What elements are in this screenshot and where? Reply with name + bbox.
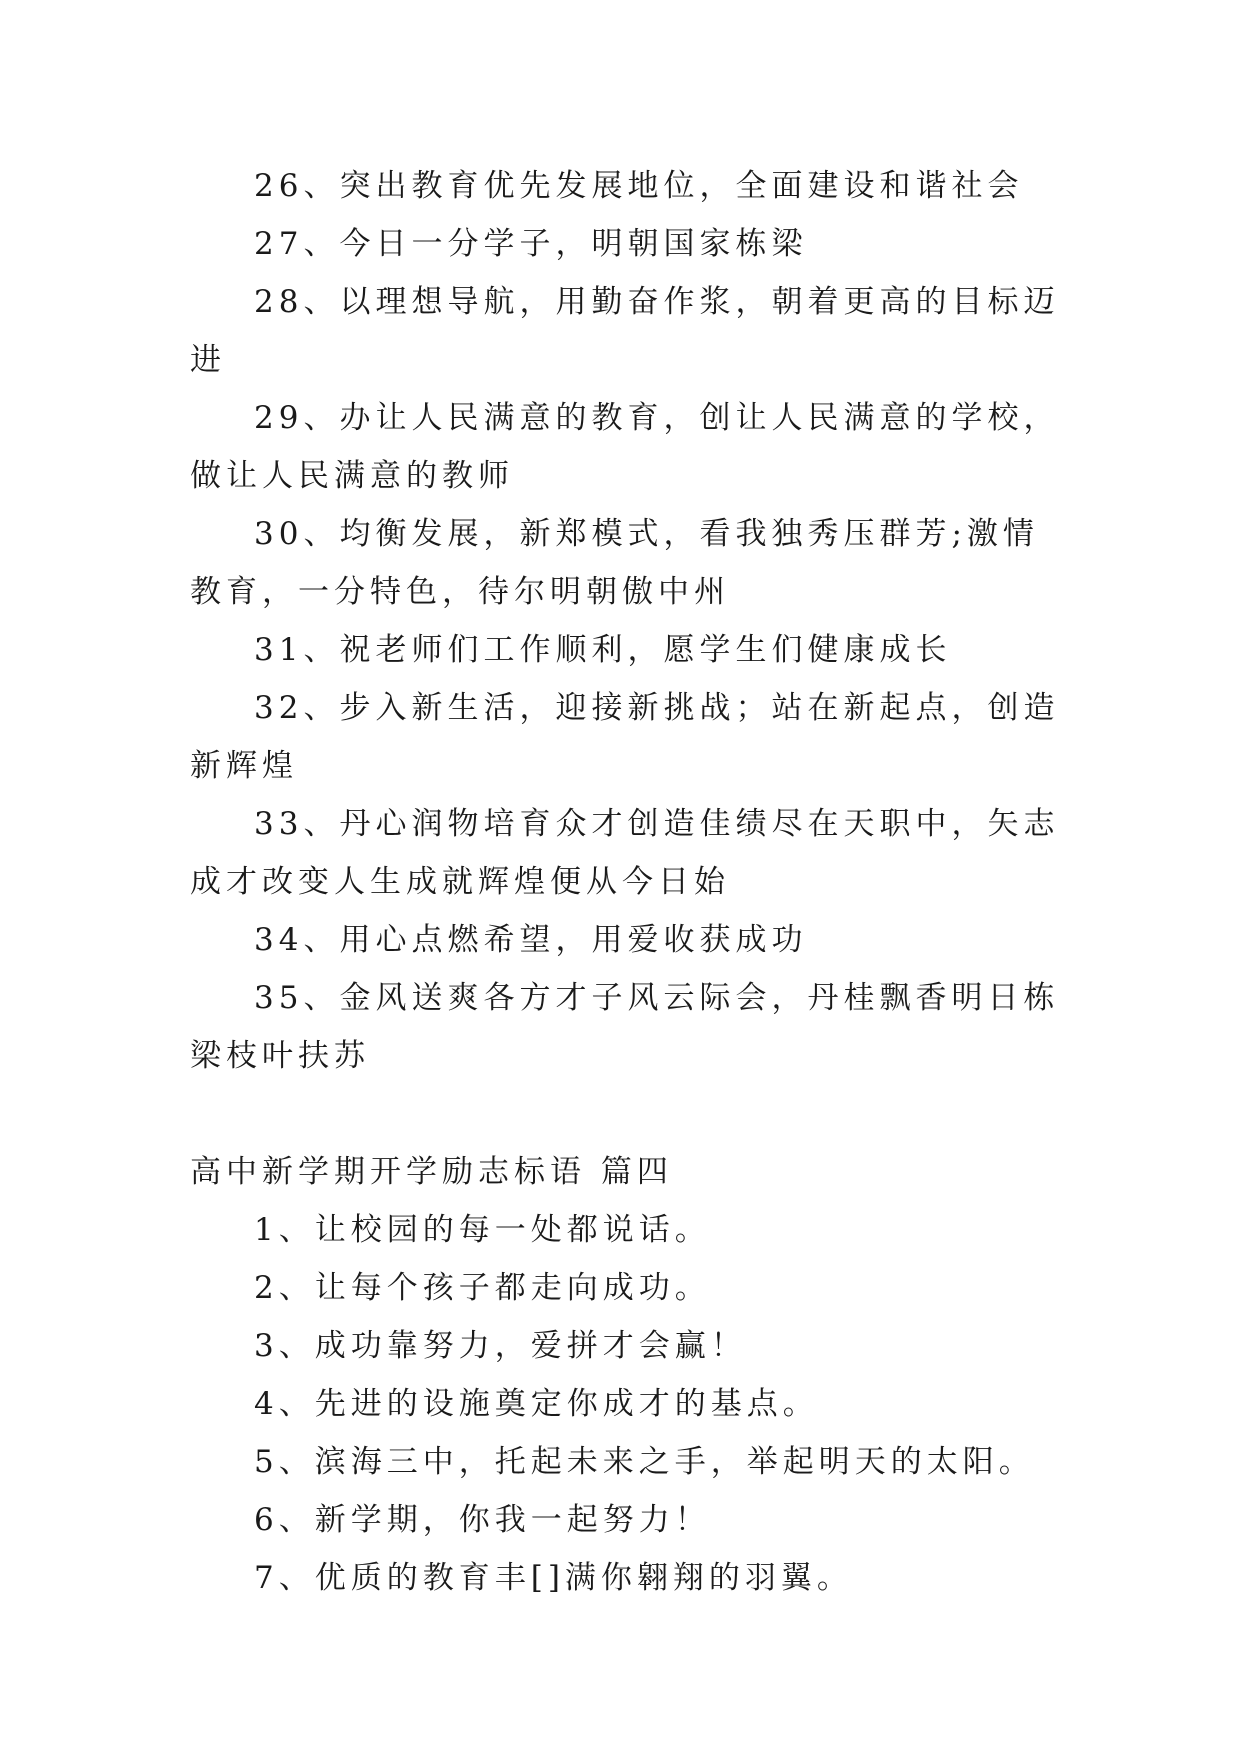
- slogan-item-33: 33、丹心润物培育众才创造佳绩尽在天职中，矢志成才改变人生成就辉煌便从今日始: [190, 806, 1060, 900]
- slogan-item-6: 6、新学期，你我一起努力！: [254, 1502, 711, 1538]
- slogan-item-4: 4、先进的设施奠定你成才的基点。: [254, 1386, 819, 1422]
- document-body: [190, 157, 1060, 1607]
- slogan-item-5: 5、滨海三中，托起未来之手，举起明天的太阳。: [254, 1444, 1035, 1480]
- slogan-item-1: 1、让校园的每一处都说话。: [254, 1212, 711, 1248]
- section-title: 高中新学期开学励志标语 篇四: [190, 1154, 673, 1190]
- slogan-item-28: 28、以理想导航，用勤奋作浆，朝着更高的目标迈进: [190, 284, 1060, 378]
- slogan-item-29: 29、办让人民满意的教育，创让人民满意的学校，做让人民满意的教师: [190, 400, 1060, 494]
- slogan-item-27: 27、今日一分学子，明朝国家栋梁: [254, 226, 808, 262]
- slogan-item-30: 30、均衡发展，新郑模式，看我独秀压群芳;激情教育，一分特色，待尔明朝傲中州: [190, 516, 1039, 610]
- slogan-item-7: 7、优质的教育丰[]满你翱翔的羽翼。: [254, 1560, 853, 1596]
- slogan-item-26: 26、突出教育优先发展地位，全面建设和谐社会: [254, 168, 1024, 204]
- slogan-item-3: 3、成功靠努力，爱拼才会赢！: [254, 1328, 747, 1364]
- slogan-item-31: 31、祝老师们工作顺利，愿学生们健康成长: [254, 632, 952, 668]
- slogan-item-34: 34、用心点燃希望，用爱收获成功: [254, 922, 808, 958]
- slogan-item-32: 32、步入新生活，迎接新挑战；站在新起点，创造新辉煌: [190, 690, 1060, 784]
- slogan-item-35: 35、金风送爽各方才子风云际会，丹桂飘香明日栋梁枝叶扶苏: [190, 980, 1060, 1074]
- slogan-item-2: 2、让每个孩子都走向成功。: [254, 1270, 711, 1306]
